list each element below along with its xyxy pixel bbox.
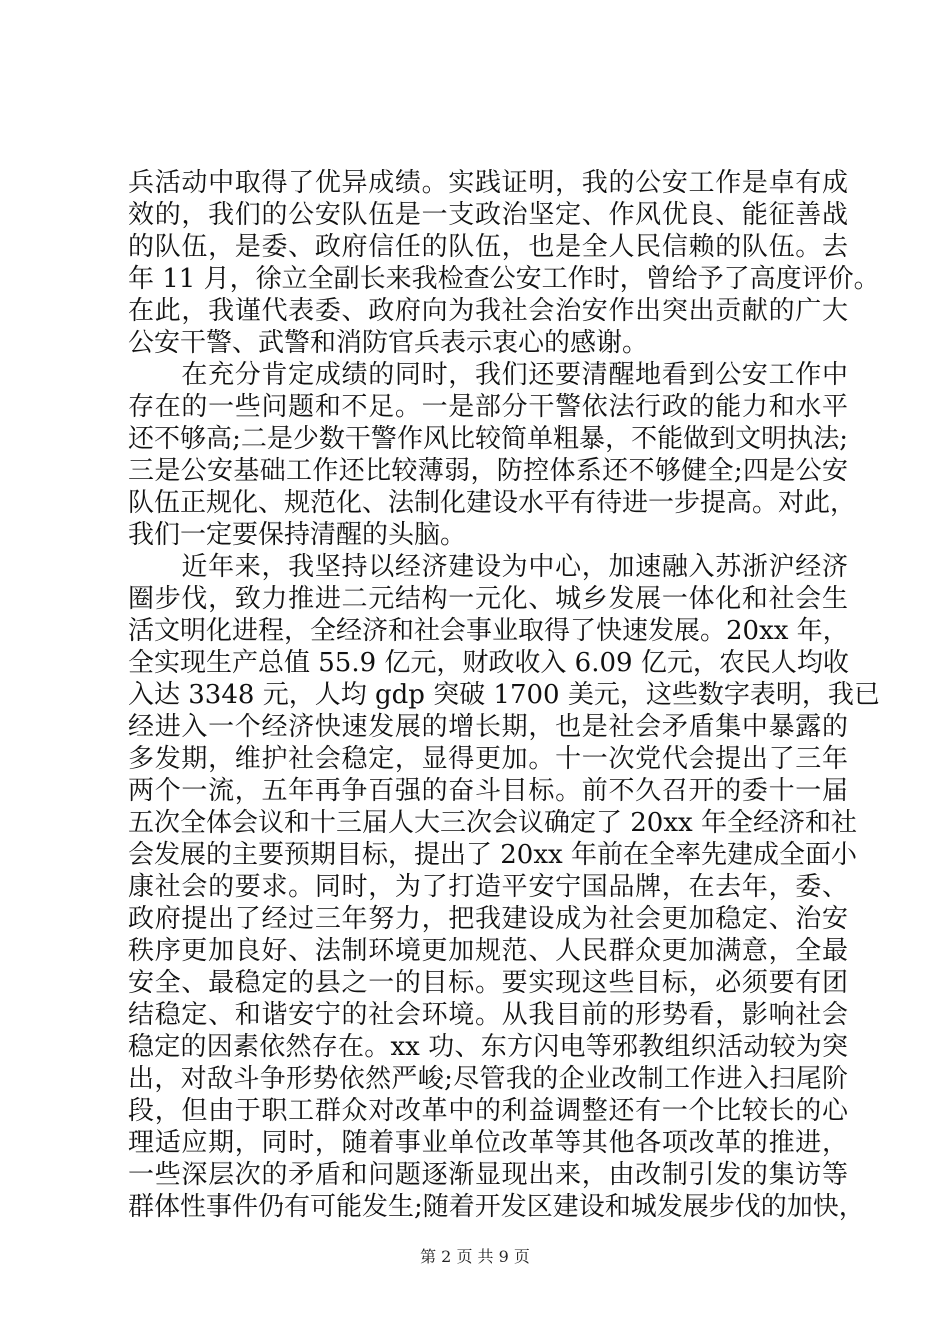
text-line: 安全、最稳定的县之一的目标。要实现这些目标，必须要有团 [128, 968, 848, 998]
page-footer: 第 2 页 共 9 页 [420, 1247, 530, 1266]
text-line: 在此，我谨代表委、政府向为我社会治安作出突出贡献的广大 [128, 296, 848, 326]
text-line: 经进入一个经济快速发展的增长期，也是社会矛盾集中暴露的 [128, 712, 848, 742]
text-line: 全实现生产总值 55.9 亿元，财政收入 6.09 亿元，农民人均收 [128, 648, 849, 678]
text-line: 政府提出了经过三年努力，把我建设成为社会更加稳定、治安 [128, 904, 848, 934]
text-line: 段，但由于职工群众对改革中的利益调整还有一个比较长的心 [128, 1096, 848, 1126]
text-line: 两个一流，五年再争百强的奋斗目标。前不久召开的委十一届 [128, 776, 848, 806]
text-line: 康社会的要求。同时，为了打造平安宁国品牌，在去年，委、 [128, 872, 848, 902]
text-line: 效的，我们的公安队伍是一支政治坚定、作风优良、能征善战 [128, 200, 848, 230]
text-line: 出，对敌斗争形势依然严峻;尽管我的企业改制工作进入扫尾阶 [128, 1064, 848, 1094]
text-line: 会发展的主要预期目标，提出了 20xx 年前在全率先建成全面小 [128, 840, 857, 870]
text-line: 近年来，我坚持以经济建设为中心，加速融入苏浙沪经济 [128, 552, 848, 582]
text-line: 我们一定要保持清醒的头脑。 [128, 520, 467, 550]
text-line: 一些深层次的矛盾和问题逐渐显现出来，由改制引发的集访等 [128, 1160, 848, 1190]
text-line: 年 11 月，徐立全副长来我检查公安工作时，曾给予了高度评价。 [128, 264, 880, 294]
text-line: 秩序更加良好、法制环境更加规范、人民群众更加满意，全最 [128, 936, 848, 966]
text-line: 圈步伐，致力推进二元结构一元化、城乡发展一体化和社会生 [128, 584, 848, 614]
text-line: 多发期，维护社会稳定，显得更加。十一次党代会提出了三年 [128, 744, 848, 774]
text-line: 公安干警、武警和消防官兵表示衷心的感谢。 [128, 328, 649, 358]
text-line: 的队伍，是委、政府信任的队伍，也是全人民信赖的队伍。去 [128, 232, 848, 262]
text-line: 队伍正规化、规范化、法制化建设水平有待进一步提高。对此， [128, 488, 857, 518]
text-line: 活文明化进程，全经济和社会事业取得了快速发展。20xx 年， [128, 616, 849, 646]
text-line: 在充分肯定成绩的同时，我们还要清醒地看到公安工作中 [128, 360, 848, 390]
text-line: 稳定的因素依然存在。xx 功、东方闪电等邪教组织活动较为突 [128, 1032, 848, 1062]
text-line: 理适应期，同时，随着事业单位改革等其他各项改革的推进， [128, 1128, 848, 1158]
text-line: 三是公安基础工作还比较薄弱，防控体系还不够健全;四是公安 [128, 456, 848, 486]
text-line: 群体性事件仍有可能发生;随着开发区建设和城发展步伐的加快， [128, 1192, 865, 1222]
text-line: 兵活动中取得了优异成绩。实践证明，我的公安工作是卓有成 [128, 168, 848, 198]
text-line: 五次全体会议和十三届人大三次会议确定了 20xx 年全经济和社 [128, 808, 857, 838]
text-line: 还不够高;二是少数干警作风比较简单粗暴，不能做到文明执法; [128, 424, 848, 454]
text-line: 入达 3348 元，人均 gdp 突破 1700 美元，这些数字表明，我已 [128, 680, 880, 710]
text-line: 结稳定、和谐安宁的社会环境。从我目前的形势看，影响社会 [128, 1000, 848, 1030]
text-line: 存在的一些问题和不足。一是部分干警依法行政的能力和水平 [128, 392, 848, 422]
